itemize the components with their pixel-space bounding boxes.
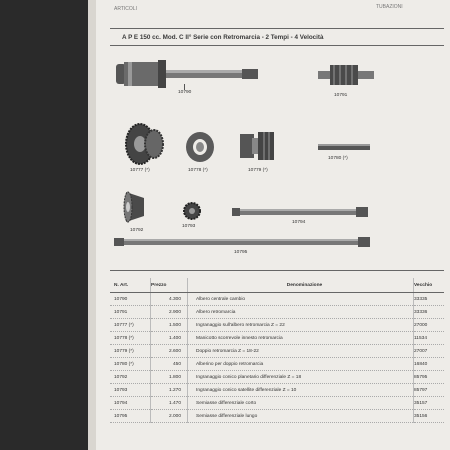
cell-code: 10779 (*) (110, 345, 151, 358)
cell-ref: 85797 (414, 384, 445, 397)
reverse-sleeve-drawing-icon (184, 130, 216, 164)
table-row (110, 371, 444, 384)
part-label: 10780 (*) (328, 156, 348, 161)
double-gear-drawing-icon (238, 130, 278, 162)
table-row (110, 384, 444, 397)
table-header-row (110, 278, 444, 293)
cell-price: 1.270 (151, 384, 188, 397)
table-row (110, 358, 444, 371)
cell-price: 2.900 (151, 306, 188, 319)
page-title: A P E 150 cc. Mod. C II° Serie con Retromarcia - 2 Tempi - 4 Velocità (122, 34, 324, 41)
table-row (110, 397, 444, 410)
cell-code: 10792 (110, 371, 151, 384)
cell-description: Albero retromarcia (188, 306, 414, 319)
cell-ref: 85795 (414, 371, 445, 384)
cell-code: 10777 (*) (110, 319, 151, 332)
main-shaft-drawing-icon (112, 58, 262, 92)
cell-description: Ingranaggio conico satellite differenziale Z = 10 (188, 384, 414, 397)
cell-price: 1.470 (151, 397, 188, 410)
col-header-description: Denominazione (188, 278, 414, 293)
cell-code: 10791 (110, 306, 151, 319)
title-rule (110, 45, 444, 46)
part-label: 10793 (182, 224, 196, 229)
col-header-ref: Vecchio (414, 278, 445, 293)
cell-description: Ingranaggio conico planetario differenziale Z = 18 (188, 371, 414, 384)
section-rule (110, 270, 444, 271)
table-row (110, 306, 444, 319)
cell-ref: 33336 (414, 306, 445, 319)
table-row (110, 293, 444, 306)
cell-price: 1.400 (151, 332, 188, 345)
cell-price: 1.800 (151, 371, 188, 384)
cell-description: Ingranaggio sull'albero retromarcia Z = 22 (188, 319, 414, 332)
part-label: 10792 (130, 228, 144, 233)
gear-wheel-drawing-icon (124, 120, 166, 166)
cell-ref: 27007 (414, 345, 445, 358)
part-label: 10779 (*) (248, 168, 268, 173)
header-tab-left: ARTICOLI (114, 6, 137, 12)
cell-description: Semiasse differenziale corto (188, 397, 414, 410)
cell-price: 450 (151, 358, 188, 371)
cell-code: 10795 (110, 410, 151, 423)
parts-table (110, 278, 444, 423)
cell-ref: 11534 (414, 332, 445, 345)
reverse-shaft-drawing-icon (318, 62, 374, 88)
cell-description: Doppio retromarcia Z = 18-22 (188, 345, 414, 358)
short-axle-drawing-icon (232, 206, 368, 218)
table-row (110, 332, 444, 345)
cell-ref: 35157 (414, 397, 445, 410)
part-label: 10791 (334, 93, 348, 98)
part-label: 10778 (*) (188, 168, 208, 173)
long-axle-drawing-icon (114, 236, 370, 248)
small-gear-drawing-icon (182, 200, 202, 222)
cell-price: 1.500 (151, 319, 188, 332)
part-label: 10794 (292, 220, 306, 225)
part-label: 10790 (178, 90, 192, 95)
cell-code: 10790 (110, 293, 151, 306)
cell-description: Albero centrale cambio (188, 293, 414, 306)
cell-description: Alberino per doppio retromarcia (188, 358, 414, 371)
part-label: 10795 (234, 250, 248, 255)
cell-code: 10778 (*) (110, 332, 151, 345)
cell-description: Semiasse differenziale lungo (188, 410, 414, 423)
col-header-code: N. Art. (110, 278, 151, 293)
header-rule (110, 28, 444, 29)
cell-price: 2.600 (151, 345, 188, 358)
cell-price: 4.300 (151, 293, 188, 306)
catalog-page (96, 0, 450, 450)
part-label: 10777 (*) (130, 168, 150, 173)
cell-price: 2.000 (151, 410, 188, 423)
cell-ref: 16840 (414, 358, 445, 371)
table-row (110, 410, 444, 423)
header-tab-right: TUBAZIONI (376, 4, 403, 10)
table-row (110, 319, 444, 332)
cell-ref: 33335 (414, 293, 445, 306)
cell-ref: 27000 (414, 319, 445, 332)
cell-ref: 35156 (414, 410, 445, 423)
cell-description: Manicotto scorrevole innesto retromarcia (188, 332, 414, 345)
cell-code: 10793 (110, 384, 151, 397)
col-header-price: Prezzo (151, 278, 188, 293)
cell-code: 10794 (110, 397, 151, 410)
table-row (110, 345, 444, 358)
bevel-gear-drawing-icon (122, 188, 150, 226)
pin-drawing-icon (318, 142, 370, 152)
cell-code: 10780 (*) (110, 358, 151, 371)
